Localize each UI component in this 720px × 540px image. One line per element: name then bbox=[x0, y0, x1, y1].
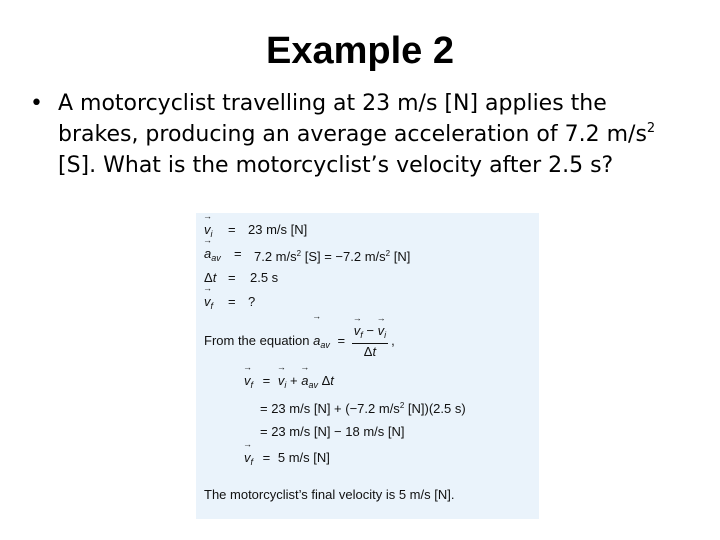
equals-sign: = bbox=[234, 246, 242, 261]
equation-line: From the equation → $a_{av}$ = → $\frac{v_f - \to v_i}{\Delta t}$ , bbox=[204, 321, 395, 361]
equals-sign: = bbox=[228, 270, 236, 285]
given-average-acceleration bbox=[204, 245, 411, 264]
bullet-line-2-text: brakes, producing an average acceleration of 7.2 m/s bbox=[58, 122, 647, 147]
bullet-line-2-superscript: 2 bbox=[646, 121, 656, 136]
bullet-line-1: A motorcyclist travelling at 23 m/s [N] applies the bbox=[58, 91, 607, 116]
sub-i: i bbox=[210, 229, 213, 239]
sub-f: f bbox=[210, 301, 214, 311]
delta-symbol: Δ bbox=[204, 270, 213, 285]
conclusion-text: The motorcyclist’s final velocity is 5 m/s [N]. bbox=[204, 487, 455, 502]
acceleration-fraction bbox=[352, 323, 388, 360]
t-symbol: t bbox=[212, 270, 217, 285]
step-2-end: [N])(2.5 s) bbox=[407, 401, 466, 416]
fraction-denominator: Δt bbox=[363, 344, 377, 360]
slide-title: Example 2 bbox=[266, 30, 454, 72]
given-vf-value: ? bbox=[248, 294, 256, 309]
comma: , bbox=[391, 333, 395, 348]
sub-av: av bbox=[211, 253, 221, 263]
vector-v: → v bbox=[204, 293, 211, 311]
equals-sign: = bbox=[228, 294, 236, 309]
fraction-numerator: → $v_f$ − → $v_i$ bbox=[352, 323, 388, 344]
plus-sign: + bbox=[289, 373, 298, 388]
vector-a: → a bbox=[313, 321, 320, 361]
given-vi-value: 23 m/s [N] bbox=[248, 222, 308, 237]
given-aav-expression: 7.2 $m/s^2$ [S] = −7.2 $m/s^2$ [N] bbox=[254, 249, 411, 264]
bullet-line-3: [S]. What is the motorcyclist’s velocity after 2.5 s? bbox=[58, 153, 614, 178]
step-2-text: = 23 m/s [N] + (−7.2 m/s bbox=[260, 401, 400, 416]
bullet-point: • bbox=[30, 91, 43, 116]
equation-intro-text: From the equation bbox=[204, 333, 310, 348]
equals-sign: = bbox=[262, 450, 271, 465]
given-dt-value: 2.5 s bbox=[250, 270, 279, 285]
solution-step-3: = 23 m/s [N] − 18 m/s [N] bbox=[260, 424, 405, 439]
solution-box bbox=[196, 213, 539, 519]
vector-v: → v bbox=[204, 221, 211, 239]
bullet-text bbox=[58, 88, 698, 181]
equals-sign: = bbox=[262, 373, 271, 388]
bullet-line-2 bbox=[58, 119, 698, 150]
solution-step-1: → $v_f$ = → $v_i$ + → $a_{av}$ Δt bbox=[244, 372, 334, 390]
equals-sign: = bbox=[337, 333, 346, 348]
vector-a: → a bbox=[204, 245, 211, 263]
result-value: 5 m/s [N] bbox=[277, 450, 330, 465]
given-final-velocity bbox=[204, 293, 256, 311]
equals-sign: = bbox=[228, 222, 236, 237]
solution-result: → $v_f = 5$ m/s [N] bbox=[244, 449, 330, 467]
solution-step-2: = 23 m/s [N] + (−7.2 $m/s^2$ [N])(2.5 s) bbox=[260, 401, 466, 416]
